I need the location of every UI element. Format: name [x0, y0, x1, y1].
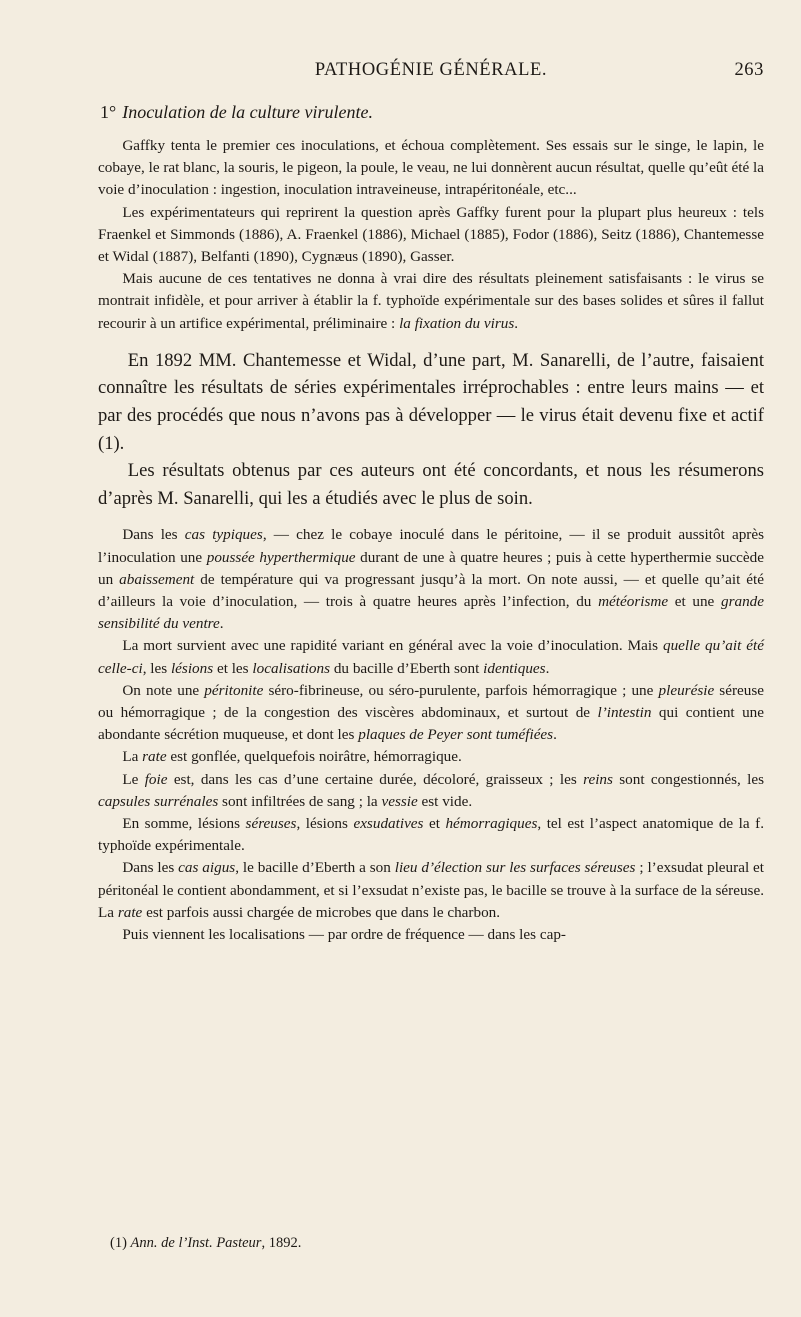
paragraph-en-somme: En somme, lésions séreuses, lésions exsudatives et hémorragiques, tel est l’aspect anatomique de la f. typhoïde expérimentale.: [98, 815, 764, 855]
paragraph-localisations: Puis viennent les localisations — par ordre de fréquence — dans les cap-: [122, 926, 566, 944]
section-heading: [100, 102, 764, 123]
footnote-year: , 1892.: [261, 1235, 302, 1251]
footnote: [110, 1235, 301, 1252]
paragraph-experimenters: Les expérimentateurs qui reprirent la question après Gaffky furent pour la plupart plus heureux : tels Fraenkel et Simmonds (1886), A. Fraenkel (1886), Michael (1885), Fodor (1886), Seitz (1886), Chantemesse et Widal (1887), Belfanti (1890), Cygnæus (1890), Gasser.: [98, 203, 764, 266]
paragraph-rate: La rate est gonflée, quelquefois noirâtre, hémorragique.: [122, 748, 462, 766]
section-title: Inoculation de la culture virulente.: [122, 102, 373, 122]
intro-block: [98, 135, 764, 335]
paragraph-1892: En 1892 MM. Chantemesse et Widal, d’une part, M. Sanarelli, de l’autre, faisaient connaître les résultats de séries expérimentales irréprochables : entre leurs mains — et par des procédés que nous n’avons pas à développer — le virus était devenu fixe et actif (1).: [98, 349, 764, 454]
paragraph-cas-aigus: Dans les cas aigus, le bacille d’Eberth a son lieu d’élection sur les surfaces séreuses ; l’exsudat pleural et péritonéal le contient abondamment, et si l’exsudat n’existe pas, le bacille se trouve à la surface de la séreuse. La rate est parfois aussi chargée de microbes que dans le charbon.: [98, 859, 765, 921]
large-type-block: [98, 347, 764, 513]
emphasis-fixation: la fixation du virus: [399, 314, 515, 332]
running-title: PATHOGÉNIE GÉNÉRALE.: [314, 60, 548, 80]
paragraph-results: Les résultats obtenus par ces auteurs ont été concordants, et nous les résumerons d’après M. Sanarelli, qui les a étudiés avec le plus de soin.: [98, 460, 764, 509]
paragraph-tentatives: Mais aucune de ces tentatives ne donna à vrai dire des résultats pleinement satisfaisants : le virus se montrait infidèle, et pour arriver à établir la f. typhoïde expérimentale sur des bases solides et sûres il fallut recourir à un artifice expérimental, préliminaire : la fixation du virus.: [98, 270, 764, 332]
page-number: 263: [734, 60, 764, 80]
paragraph-foie: Le foie est, dans les cas d’une certaine durée, décoloré, graisseux ; les reins sont congestionnés, les capsules surrénales sont infiltrées de sang ; la vessie est vide.: [98, 770, 764, 810]
page: [98, 58, 764, 946]
footnote-mark: (1): [110, 1235, 127, 1251]
running-head: [98, 58, 764, 88]
paragraph-peritonite: On note une péritonite séro-fibrineuse, ou séro-purulente, parfois hémorragique ; une pleurésie séreuse ou hémorragique ; de la congestion des viscères abdominaux, et surtout de l’intestin qui contient une abondante sécrétion muqueuse, et dont les plaques de Peyer sont tuméfiées.: [98, 681, 765, 744]
lesions-block: [98, 524, 764, 946]
paragraph-cas-typiques: Dans les cas typiques, — chez le cobaye inoculé dans le péritoine, — il se produit aussitôt après l’inoculation une poussée hyperthermique durant de une à quatre heures ; puis à cette hyperthermie succède un abaissement de température qui va progressant jusqu’à la mort. On note aussi, — et quelle qu’ait été d’ailleurs la voie d’inoculation, — trois à quatre heures après l’infection, du météorisme et une grande sensibilité du ventre.: [98, 526, 765, 633]
paragraph-gaffky: Gaffky tenta le premier ces inoculations, et échoua complètement. Ses essais sur le singe, le lapin, le cobaye, le rat blanc, la souris, le pigeon, la poule, le veau, ne lui donnèrent aucun résultat, quelle qu’eût été la voie d’inoculation : ingestion, inoculation intraveineuse, intrapéritonéale, etc...: [98, 137, 764, 199]
section-number: 1°: [100, 102, 117, 122]
footnote-source: Ann. de l’Inst. Pasteur: [130, 1235, 262, 1251]
paragraph-mort: La mort survient avec une rapidité variant en général avec la voie d’inoculation. Mais quelle qu’ait été celle-ci, les lésions et les localisations du bacille d’Eberth sont identiques.: [98, 637, 765, 677]
